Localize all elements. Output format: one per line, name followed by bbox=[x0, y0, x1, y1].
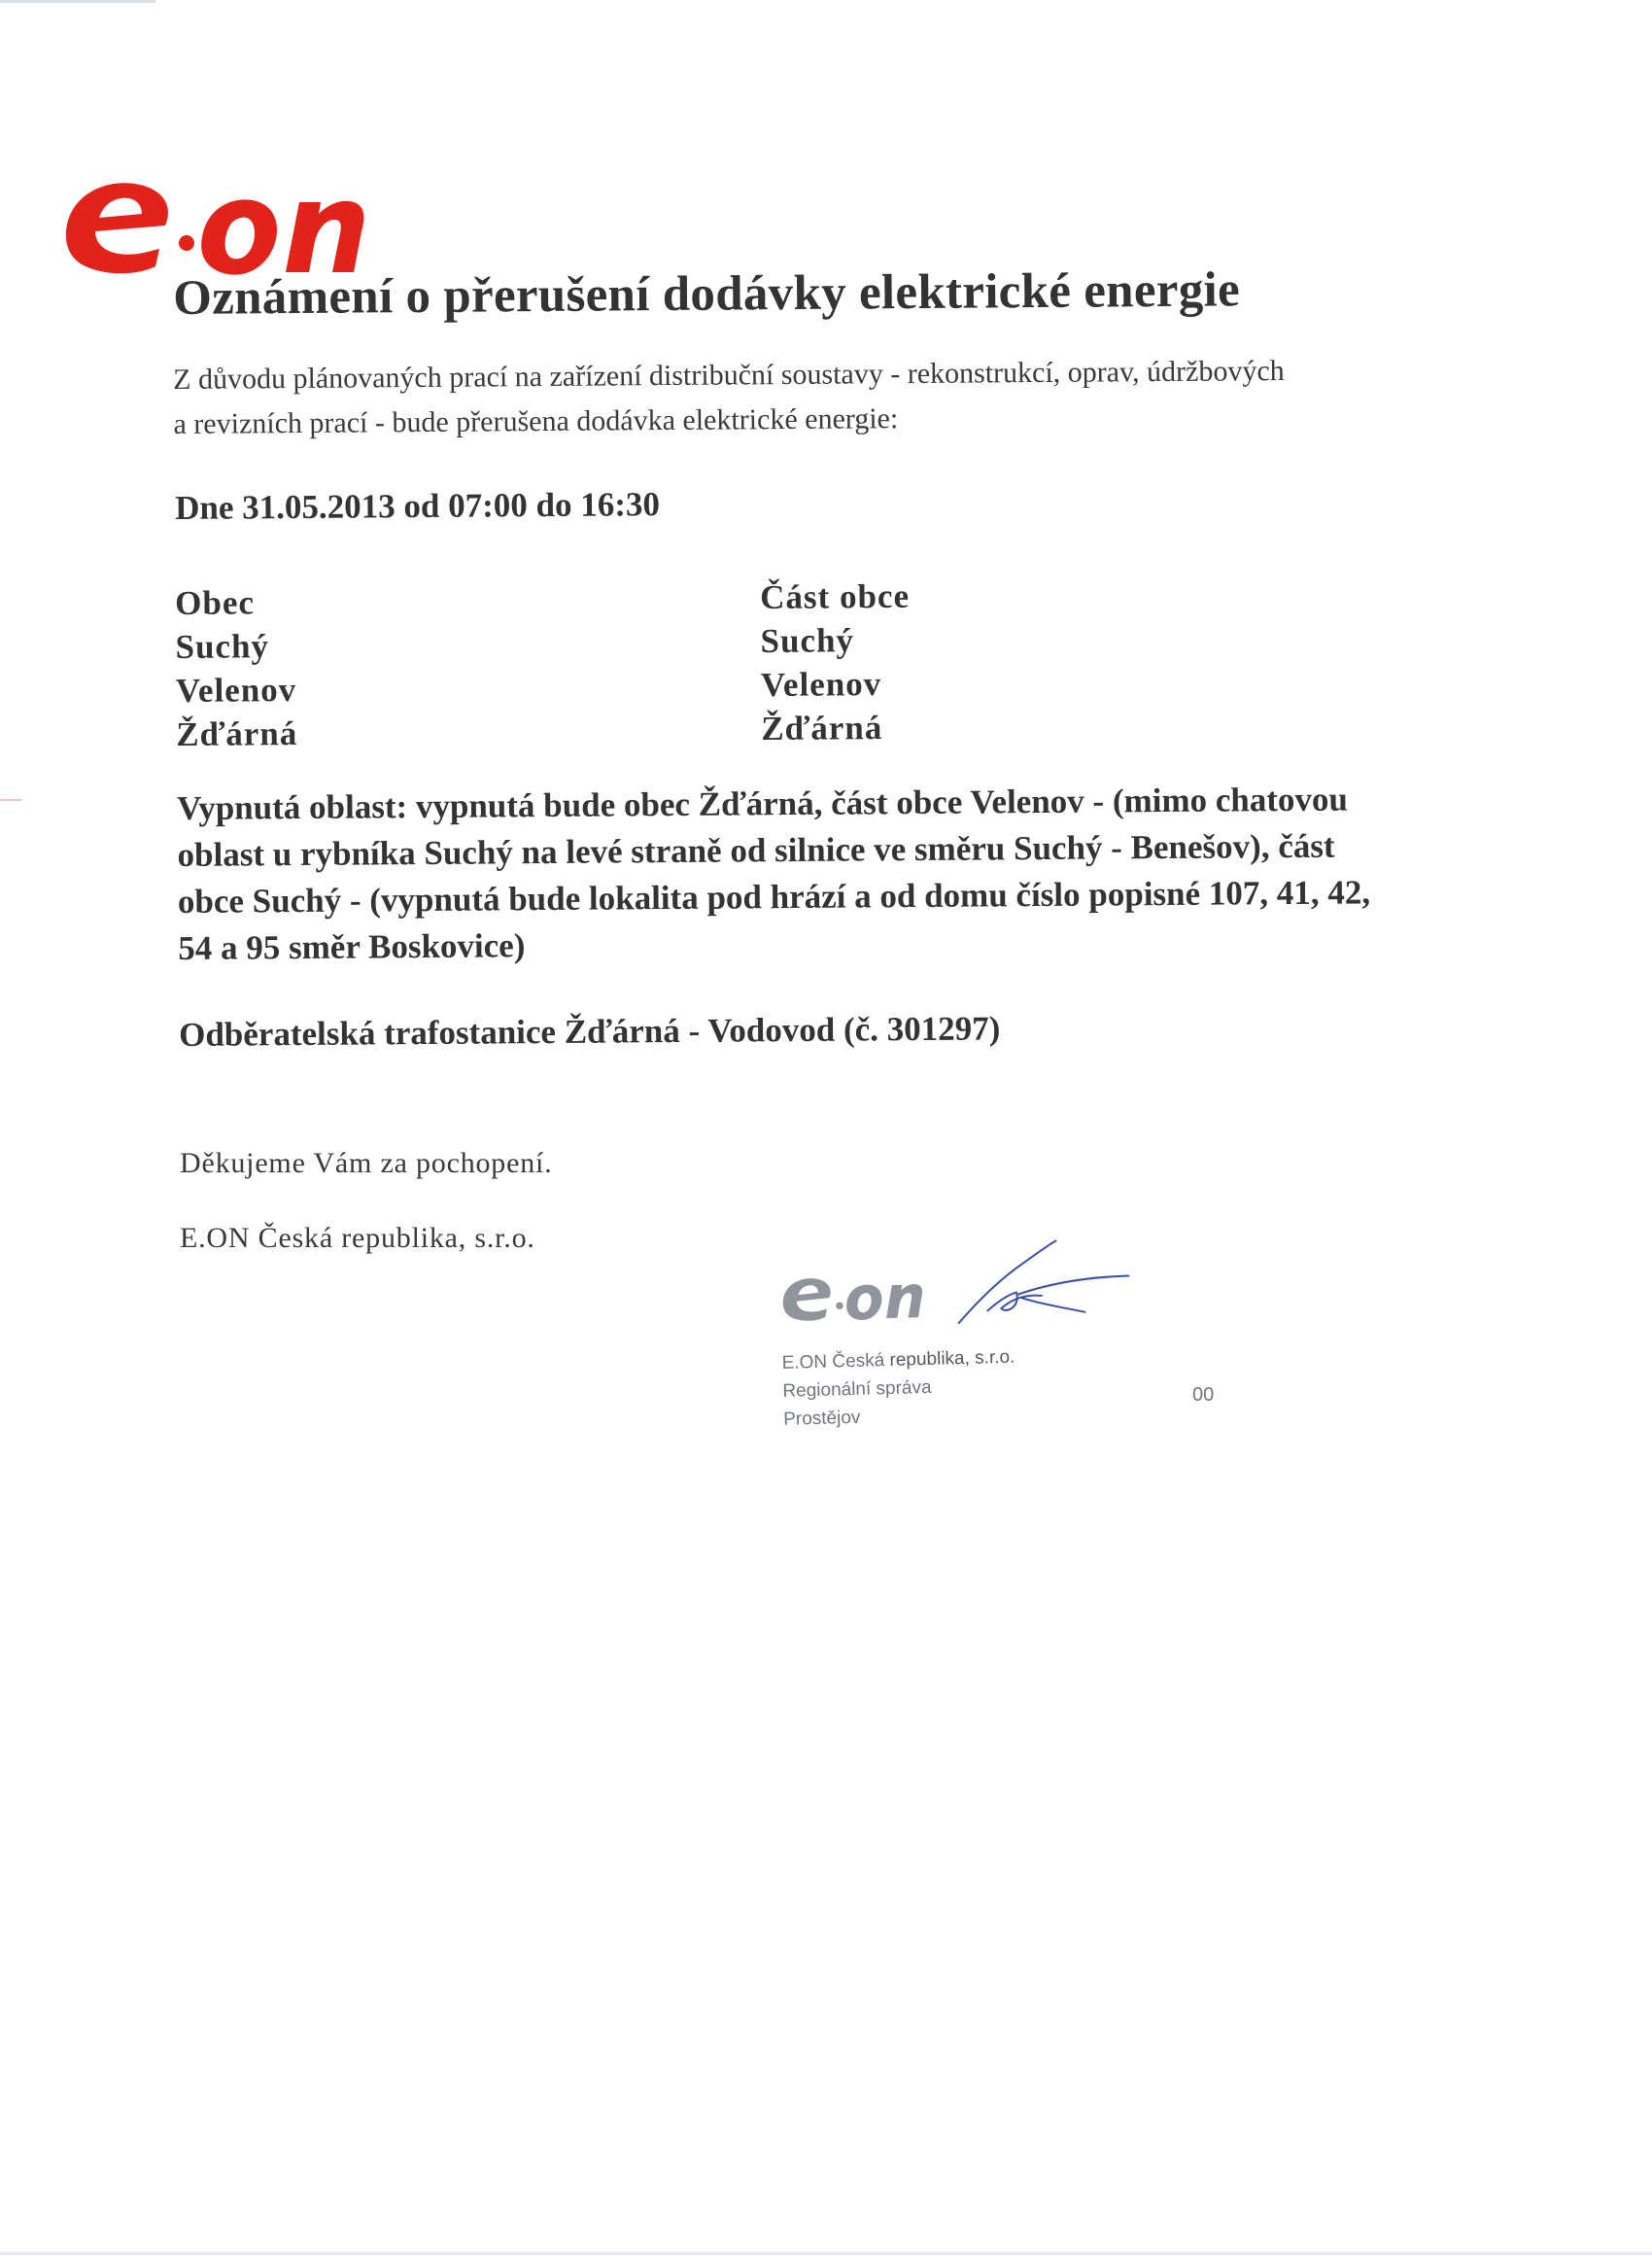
signature bbox=[946, 1235, 1143, 1332]
area-line: 54 a 95 směr Boskovice) bbox=[178, 926, 526, 967]
list-item: Suchý bbox=[175, 627, 270, 666]
list-item: Žďárná bbox=[761, 709, 883, 748]
outage-area-paragraph bbox=[177, 775, 1538, 972]
stamp-department: Regionální správa bbox=[782, 1376, 932, 1402]
scan-edge-bottom bbox=[0, 2252, 1652, 2255]
list-item: Žďárná bbox=[176, 714, 298, 753]
area-line: oblast u rybníka Suchý na levé straně od silnice ve směru Suchý - Benešov), část bbox=[177, 826, 1335, 874]
eon-logo bbox=[56, 167, 367, 282]
stamp-company-strong: republika, s.r.o. bbox=[889, 1346, 1015, 1372]
stamp-number: 00 bbox=[1192, 1384, 1215, 1406]
list-item: Suchý bbox=[760, 621, 855, 660]
transformer-station: Odběratelská trafostanice Žďárná - Vodovod (č. 301297) bbox=[179, 1009, 1001, 1054]
thanks-text: Děkujeme Vám za pochopení. bbox=[180, 1147, 553, 1179]
municipality-part-column bbox=[760, 574, 911, 750]
stamp-company-prefix: E.ON Česká bbox=[781, 1350, 890, 1374]
municipality-column bbox=[175, 580, 297, 756]
scan-edge-top bbox=[0, 0, 155, 3]
stamp-city: Prostějov bbox=[782, 1407, 861, 1430]
column-header: Část obce bbox=[760, 576, 911, 616]
list-item: Velenov bbox=[175, 671, 297, 710]
list-item: Velenov bbox=[760, 665, 882, 704]
scan-punch-mark bbox=[0, 799, 21, 801]
outage-date: Dne 31.05.2013 od 07:00 do 16:30 bbox=[175, 485, 661, 527]
page-title: Oznámení o přerušení dodávky elektrické energie bbox=[173, 262, 1241, 326]
area-line: obce Suchý - (vypnutá bude lokalita pod hrází a od domu číslo popisné 107, 41, 42, bbox=[177, 873, 1371, 921]
intro-line: a revizních prací - bude přerušena dodávka elektrické energie: bbox=[173, 402, 899, 440]
stamp-text bbox=[781, 1343, 1016, 1434]
company-stamp bbox=[777, 1251, 1249, 1439]
intro-line: Z důvodu plánovaných prací na zařízení distribuční soustavy - rekonstrukcí, oprav, údržbových bbox=[173, 355, 1285, 396]
area-line: Vypnutá oblast: vypnutá bude obec Žďárná, část obce Velenov - (mimo chatovou bbox=[177, 780, 1349, 827]
stamp-eon-logo bbox=[777, 1266, 925, 1328]
intro-paragraph bbox=[173, 347, 1486, 447]
company-name: E.ON Česká republika, s.r.o. bbox=[180, 1222, 535, 1254]
column-header: Obec bbox=[175, 583, 256, 622]
